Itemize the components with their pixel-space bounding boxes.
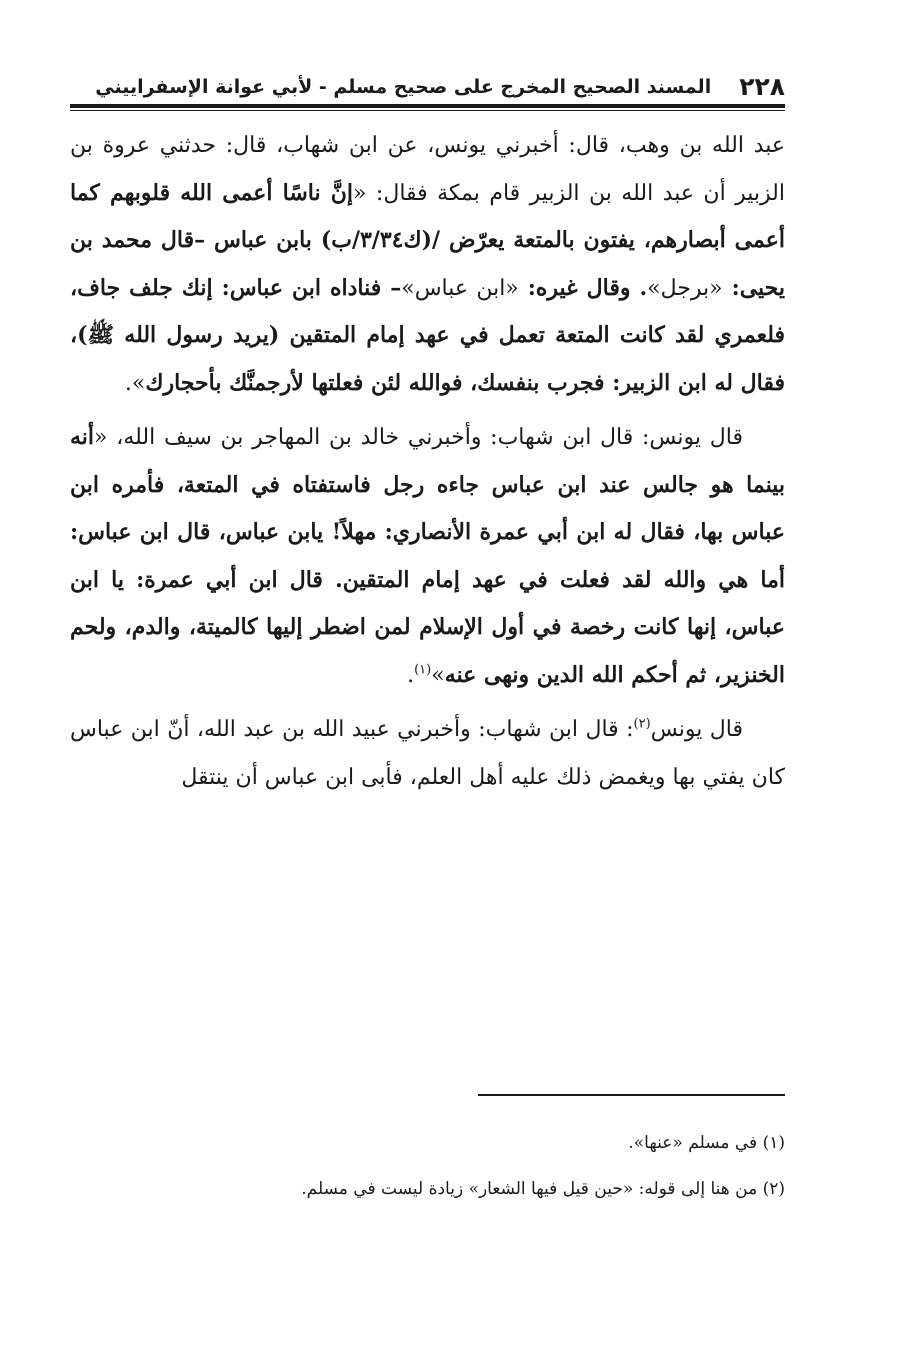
paragraph-1 xyxy=(70,122,785,407)
footnote-separator xyxy=(478,1094,785,1096)
text-run: «برجل» xyxy=(647,275,723,301)
hadith-text: أنه بينما هو جالس عند ابن عباس جاءه رجل فاستفتاه في المتعة، فأمره ابن عباس بها، فقال له ابن أبي عمرة الأنصاري: مهلاً! يابن عباس، قال ابن عباس: أما هي والله لقد فعلت في عهد إمام المتقين. قال ابن أبي عمرة: يا ابن عباس، إنها كانت رخصة في أول الإسلام لمن اضطر إليها كالميتة، والدم، ولحم الخنزير، ثم أحكم الله الدين ونهى عنه xyxy=(70,424,785,688)
text-run: عبد الله بن وهب، قال: أخبرني يونس، عن ابن شهاب، قال: حدثني عروة بن الزبير أن عبد الله بن الزبير قام بمكة فقال: « xyxy=(70,133,785,206)
running-title: المسند الصحيح المخرج على صحيح مسلم - لأبي عوانة الإسفراييني xyxy=(95,76,712,98)
main-text xyxy=(70,122,785,801)
hadith-text: – فناداه ابن عباس: إنك جلف جاف، فلعمري لقد كانت المتعة تعمل في عهد إمام المتقين (يريد رسول الله ﷺ)، فقال له ابن الزبير: فجرب بنفسك، فوالله لئن فعلتها لأرجمنَّك بأحجارك xyxy=(70,274,785,396)
text-run: «ابن عباس» xyxy=(401,275,519,301)
hadith-text: إنَّ ناسًا أعمى الله قلوبهم كما أعمى أبصارهم، يفتون بالمتعة يعرّض /(ك٣/٣٤/ب) بابن عباس –قال محمد بن يحيى: xyxy=(70,179,785,301)
header-rule xyxy=(70,104,785,108)
text-run: » xyxy=(431,662,445,688)
footnote-2: (٢) من هنا إلى قوله: «حين قيل فيها الشعار» زيادة ليست في مسلم. xyxy=(301,1179,785,1199)
text-run: قال يونس: قال ابن شهاب: وأخبرني خالد بن المهاجر بن سيف الله، « xyxy=(94,425,743,450)
footnotes xyxy=(70,1120,785,1212)
footnote-ref-2[interactable]: (٢) xyxy=(633,716,651,732)
text-run: . xyxy=(407,662,415,688)
text-run: : قال ابن شهاب: وأخبرني عبيد الله بن عبد الله، أنّ ابن عباس كان يفتي بها ويغمض ذلك عليه أهل العلم، فأبى ابن عباس أن ينتقل xyxy=(70,717,785,790)
page-header xyxy=(70,62,785,104)
paragraph-3 xyxy=(70,706,785,801)
text-run: ». xyxy=(124,370,146,396)
footnote-ref-1[interactable]: (١) xyxy=(414,662,432,678)
footnote-1: (١) في مسلم «عنها». xyxy=(628,1133,785,1153)
page-number: ٢٢٨ xyxy=(739,72,785,101)
text-run: قال يونس xyxy=(650,717,743,742)
header-rule-thin xyxy=(70,110,785,111)
paragraph-2 xyxy=(70,414,785,699)
hadith-text: . وقال غيره: xyxy=(518,274,648,301)
